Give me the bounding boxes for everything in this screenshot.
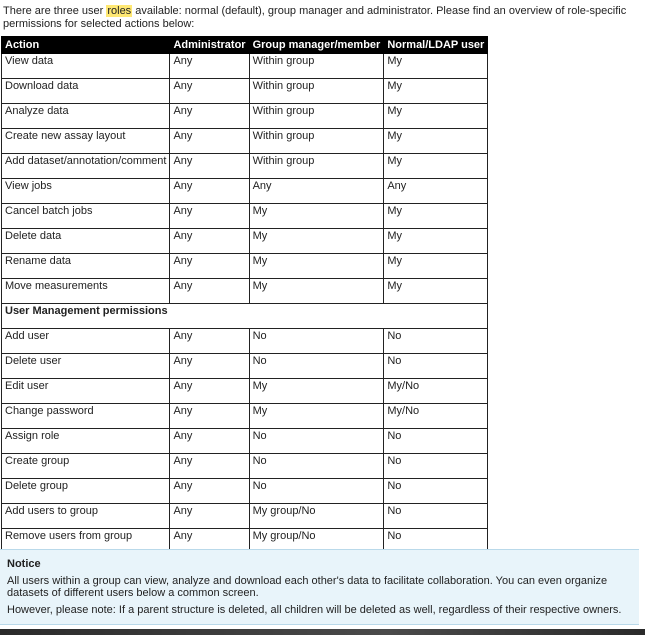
- table-row: [2, 379, 488, 404]
- header-action: Action: [2, 37, 170, 54]
- group-cell: My: [249, 379, 384, 404]
- admin-cell: Any: [170, 504, 249, 529]
- table-row: [2, 204, 488, 229]
- admin-cell: Any: [170, 529, 249, 554]
- action-cell: Cancel batch jobs: [2, 204, 170, 229]
- group-cell: My group/No: [249, 529, 384, 554]
- normal-cell: No: [384, 529, 488, 554]
- normal-cell: My: [384, 204, 488, 229]
- admin-cell: Any: [170, 104, 249, 129]
- normal-cell: My/No: [384, 404, 488, 429]
- admin-cell: Any: [170, 54, 249, 79]
- admin-cell: Any: [170, 179, 249, 204]
- notice-paragraph-deletion: However, please note: If a parent structure is deleted, all children will be deleted as well, regardless of their respective owners.: [7, 604, 622, 616]
- normal-cell: My: [384, 154, 488, 179]
- admin-cell: Any: [170, 479, 249, 504]
- section-row: [2, 304, 488, 329]
- table-row: [2, 154, 488, 179]
- header-administrator: Administrator: [170, 37, 249, 54]
- table-row: [2, 454, 488, 479]
- action-cell: Create new assay layout: [2, 129, 170, 154]
- table-row: [2, 479, 488, 504]
- admin-cell: Any: [170, 429, 249, 454]
- action-cell: Rename data: [2, 254, 170, 279]
- normal-cell: My: [384, 79, 488, 104]
- notice-title: Notice: [7, 558, 41, 570]
- group-cell: My: [249, 254, 384, 279]
- section-title-user-management: User Management permissions: [2, 304, 488, 329]
- table-header: [2, 37, 488, 54]
- normal-cell: No: [384, 479, 488, 504]
- normal-cell: My: [384, 254, 488, 279]
- group-cell: Within group: [249, 104, 384, 129]
- table-body: [2, 54, 488, 554]
- normal-cell: No: [384, 354, 488, 379]
- normal-cell: My: [384, 104, 488, 129]
- bottom-bar: [0, 629, 645, 635]
- action-cell: Delete data: [2, 229, 170, 254]
- action-cell: Move measurements: [2, 279, 170, 304]
- group-cell: Within group: [249, 154, 384, 179]
- action-cell: Change password: [2, 404, 170, 429]
- action-cell: Assign role: [2, 429, 170, 454]
- action-cell: Download data: [2, 79, 170, 104]
- table-row: [2, 279, 488, 304]
- table-row: [2, 429, 488, 454]
- action-cell: View data: [2, 54, 170, 79]
- group-cell: No: [249, 329, 384, 354]
- group-cell: Within group: [249, 54, 384, 79]
- group-cell: No: [249, 429, 384, 454]
- admin-cell: Any: [170, 379, 249, 404]
- notice-box: [0, 549, 639, 625]
- admin-cell: Any: [170, 254, 249, 279]
- action-cell: Add users to group: [2, 504, 170, 529]
- admin-cell: Any: [170, 204, 249, 229]
- table-row: [2, 179, 488, 204]
- admin-cell: Any: [170, 154, 249, 179]
- admin-cell: Any: [170, 454, 249, 479]
- header-group-manager: Group manager/member: [249, 37, 384, 54]
- action-cell: Remove users from group: [2, 529, 170, 554]
- action-cell: Edit user: [2, 379, 170, 404]
- table-row: [2, 329, 488, 354]
- table-row: [2, 229, 488, 254]
- normal-cell: My: [384, 279, 488, 304]
- admin-cell: Any: [170, 354, 249, 379]
- action-cell: Delete user: [2, 354, 170, 379]
- group-cell: My: [249, 279, 384, 304]
- table-row: [2, 129, 488, 154]
- normal-cell: Any: [384, 179, 488, 204]
- admin-cell: Any: [170, 329, 249, 354]
- table-row: [2, 404, 488, 429]
- table-row: [2, 104, 488, 129]
- header-normal-user: Normal/LDAP user: [384, 37, 488, 54]
- intro-paragraph: [3, 5, 633, 31]
- intro-text-before: There are three user: [3, 5, 107, 17]
- normal-cell: My: [384, 129, 488, 154]
- intro-text-after: available: normal (default), group manager and administrator. Please find an overview of role-specific permissions for selected actions below:: [3, 5, 627, 30]
- group-cell: My group/No: [249, 504, 384, 529]
- normal-cell: My/No: [384, 379, 488, 404]
- action-cell: View jobs: [2, 179, 170, 204]
- table-row: [2, 254, 488, 279]
- normal-cell: No: [384, 329, 488, 354]
- normal-cell: My: [384, 229, 488, 254]
- table-row: [2, 79, 488, 104]
- admin-cell: Any: [170, 129, 249, 154]
- group-cell: No: [249, 354, 384, 379]
- table-row: [2, 54, 488, 79]
- normal-cell: No: [384, 429, 488, 454]
- admin-cell: Any: [170, 229, 249, 254]
- action-cell: Add user: [2, 329, 170, 354]
- group-cell: Within group: [249, 129, 384, 154]
- admin-cell: Any: [170, 279, 249, 304]
- permissions-table: [1, 36, 488, 554]
- action-cell: Analyze data: [2, 104, 170, 129]
- group-cell: My: [249, 204, 384, 229]
- group-cell: My: [249, 229, 384, 254]
- admin-cell: Any: [170, 79, 249, 104]
- normal-cell: My: [384, 54, 488, 79]
- admin-cell: Any: [170, 404, 249, 429]
- notice-paragraph-collaboration: All users within a group can view, analyze and download each other's data to facilitate collaboration. You can even organize datasets of different users below a common screen.: [7, 575, 608, 599]
- table-row: [2, 504, 488, 529]
- header-row: [2, 37, 488, 54]
- action-cell: Add dataset/annotation/comment: [2, 154, 170, 179]
- group-cell: Any: [249, 179, 384, 204]
- group-cell: No: [249, 454, 384, 479]
- group-cell: No: [249, 479, 384, 504]
- highlighted-term: roles: [107, 5, 132, 17]
- action-cell: Delete group: [2, 479, 170, 504]
- group-cell: My: [249, 404, 384, 429]
- normal-cell: No: [384, 454, 488, 479]
- group-cell: Within group: [249, 79, 384, 104]
- action-cell: Create group: [2, 454, 170, 479]
- table-row: [2, 354, 488, 379]
- normal-cell: No: [384, 504, 488, 529]
